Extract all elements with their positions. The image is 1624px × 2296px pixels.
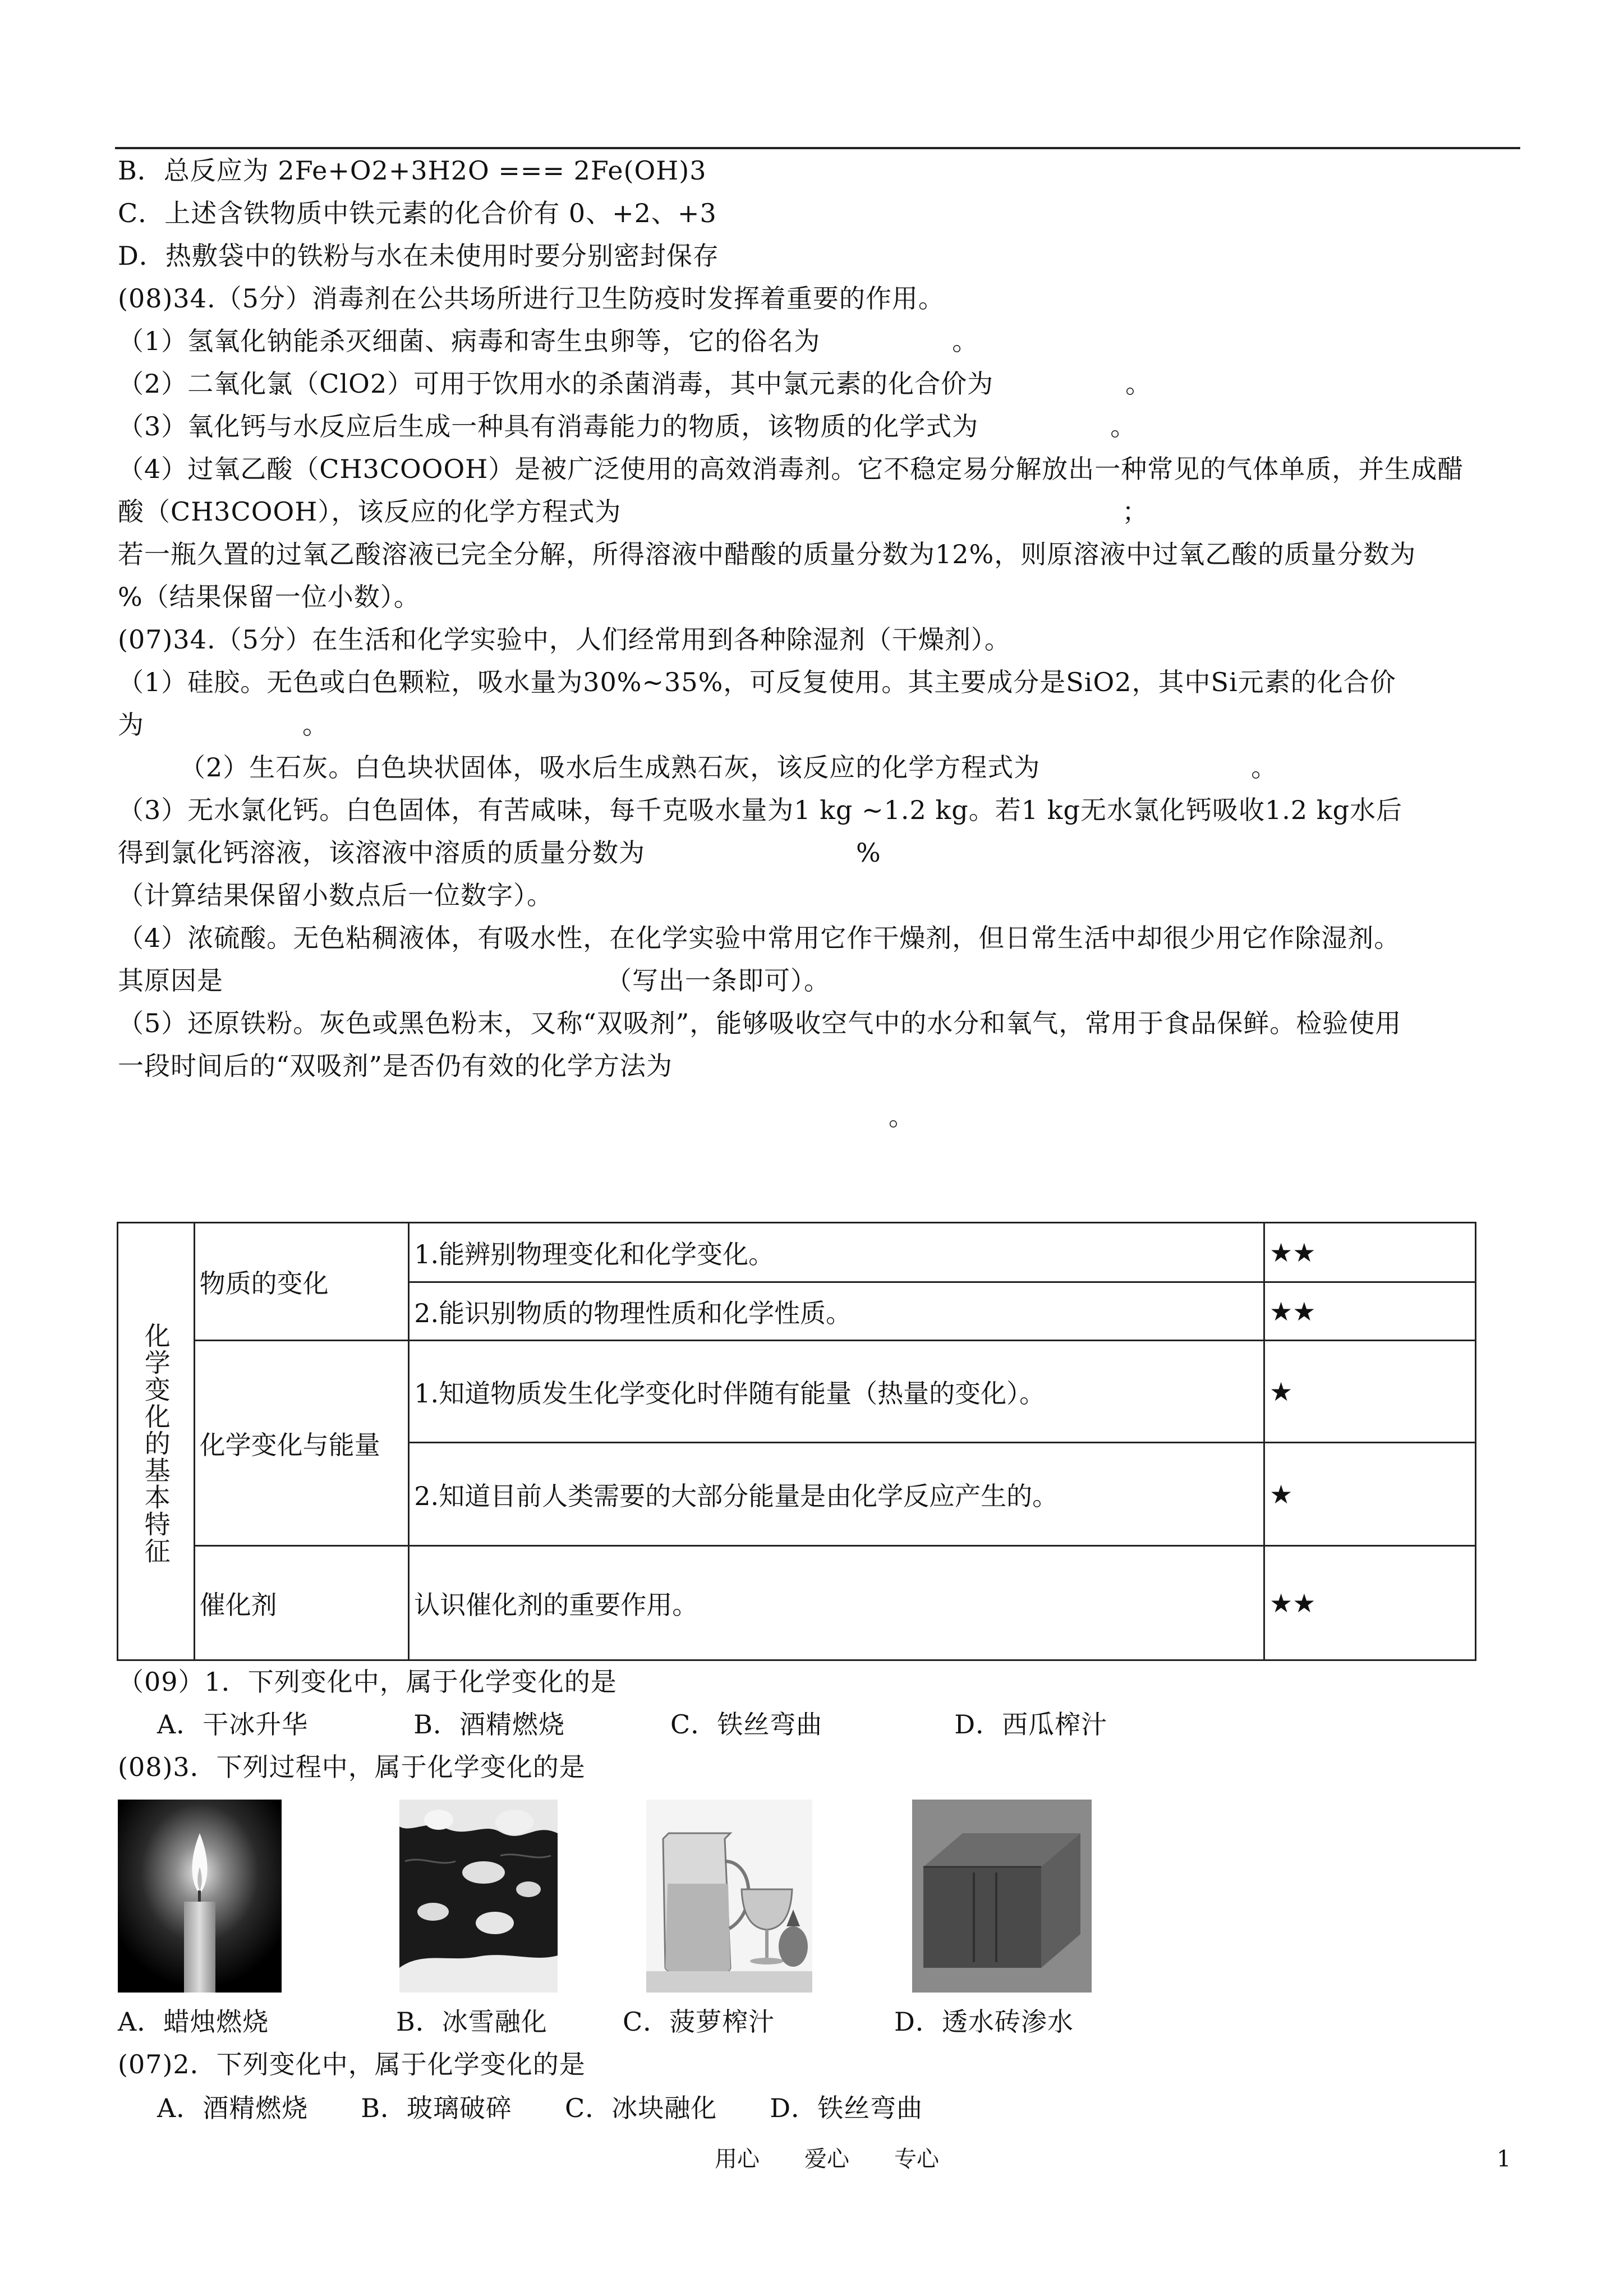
text-line: A．干冰升华 B．酒精燃烧 C．铁丝弯曲 D．西瓜榨汁	[157, 1709, 1108, 1740]
text-line: C．上述含铁物质中铁元素的化合价有 0、+2、+3	[118, 198, 717, 228]
text-line: （计算结果保留小数点后一位数字）。	[118, 880, 553, 910]
text-line: 。	[889, 1101, 915, 1131]
star-rating: ★★	[1264, 1223, 1476, 1282]
photo-option-label: B．冰雪融化	[396, 2007, 548, 2037]
text-line: (07)34.（5分）在生活和化学实验中，人们经常用到各种除湿剂（干燥剂）。	[118, 624, 1011, 655]
table-requirement: 1.知道物质发生化学变化时伴随有能量（热量的变化）。	[409, 1341, 1264, 1443]
text-line: （5）还原铁粉。灰色或黑色粉末，又称“双吸剂”，能够吸收空气中的水分和氧气，常用于食品保鲜。检验使用	[118, 1008, 1402, 1038]
photo-option-label: A．蜡烛燃烧	[118, 2007, 269, 2037]
photo-option-label: D．透水砖渗水	[894, 2007, 1074, 2037]
text-line: 一段时间后的“双吸剂”是否仍有效的化学方法为	[118, 1051, 673, 1081]
photo-option-label: C．菠萝榨汁	[623, 2007, 775, 2037]
text-line: （1）氢氧化钠能杀灭细菌、病毒和寄生虫卵等，它的俗名为 。	[118, 326, 979, 356]
footer-slogan: 用心 爱心 专心	[715, 2146, 939, 2172]
table-vertical-label: 化学变化的基本特征	[118, 1223, 195, 1660]
text-line: （3）无水氯化钙。白色固体，有苦咸味，每千克吸水量为1 kg ~1.2 kg。若1 kg无水氯化钙吸收1.2 kg水后	[118, 795, 1403, 825]
star-rating: ★★	[1264, 1282, 1476, 1341]
text-line: 得到氯化钙溶液，该溶液中溶质的质量分数为 %	[118, 838, 881, 868]
text-line: （4）过氧乙酸（CH3COOOH）是被广泛使用的高效消毒剂。它不稳定易分解放出一种常见的气体单质，并生成醋	[118, 454, 1464, 484]
text-line: 若一瓶久置的过氧乙酸溶液已完全分解，所得溶液中醋酸的质量分数为12%，则原溶液中过氧乙酸的质量分数为	[118, 539, 1416, 569]
text-line: D．热敷袋中的铁粉与水在未使用时要分别密封保存	[118, 241, 719, 271]
text-line: %（结果保留一位小数）。	[118, 582, 420, 612]
text-line: （3）氧化钙与水反应后生成一种具有消毒能力的物质，该物质的化学式为 。	[118, 411, 1137, 441]
star-rating: ★★	[1264, 1546, 1476, 1660]
text-line: （4）浓硫酸。无色粘稠液体，有吸水性，在化学实验中常用它作干燥剂，但日常生活中却很少用它作除湿剂。	[118, 923, 1401, 953]
text-line: (07)2．下列变化中，属于化学变化的是	[118, 2049, 586, 2079]
permeable-brick-photo	[912, 1800, 1092, 1993]
table-category: 催化剂	[194, 1546, 409, 1660]
table-requirement: 2.知道目前人类需要的大部分能量是由化学反应产生的。	[409, 1443, 1264, 1546]
page-number: 1	[1497, 2146, 1511, 2172]
table-category: 物质的变化	[194, 1223, 409, 1341]
melting-snow-photo	[399, 1800, 558, 1993]
curriculum-standards-table	[117, 1222, 1476, 1661]
text-line: B．总反应为 2Fe+O2+3H2O === 2Fe(OH)3	[118, 155, 707, 186]
text-line: A．酒精燃烧 B．玻璃破碎 C．冰块融化 D．铁丝弯曲	[157, 2093, 923, 2123]
star-rating: ★	[1264, 1443, 1476, 1546]
text-line: （09）1．下列变化中，属于化学变化的是	[118, 1667, 617, 1697]
text-line: (08)34.（5分）消毒剂在公共场所进行卫生防疫时发挥着重要的作用。	[118, 283, 945, 314]
pineapple-juice-photo	[646, 1800, 812, 1993]
text-line: 其原因是 （写出一条即可）。	[118, 965, 830, 996]
text-line: （2）二氧化氯（ClO2）可用于饮用水的杀菌消毒，其中氯元素的化合价为 。	[118, 369, 1152, 399]
text-line: （1）硅胶。无色或白色颗粒，吸水量为30%~35%，可反复使用。其主要成分是SiO2，其中Si元素的化合价	[118, 667, 1396, 697]
star-rating: ★	[1264, 1341, 1476, 1443]
candle-photo	[118, 1800, 282, 1993]
table-requirement: 2.能识别物质的物理性质和化学性质。	[409, 1282, 1264, 1341]
text-line: (08)3．下列过程中，属于化学变化的是	[118, 1752, 586, 1782]
table-requirement: 认识催化剂的重要作用。	[409, 1546, 1264, 1660]
text-line: （2）生石灰。白色块状固体，吸水后生成熟石灰，该反应的化学方程式为 。	[180, 752, 1278, 783]
table-category: 化学变化与能量	[194, 1341, 409, 1546]
header-rule	[115, 147, 1520, 149]
table-requirement: 1.能辨别物理变化和化学变化。	[409, 1223, 1264, 1282]
text-line: 为 。	[118, 710, 329, 740]
text-line: 酸（CH3COOH），该反应的化学方程式为 ；	[118, 496, 1149, 527]
